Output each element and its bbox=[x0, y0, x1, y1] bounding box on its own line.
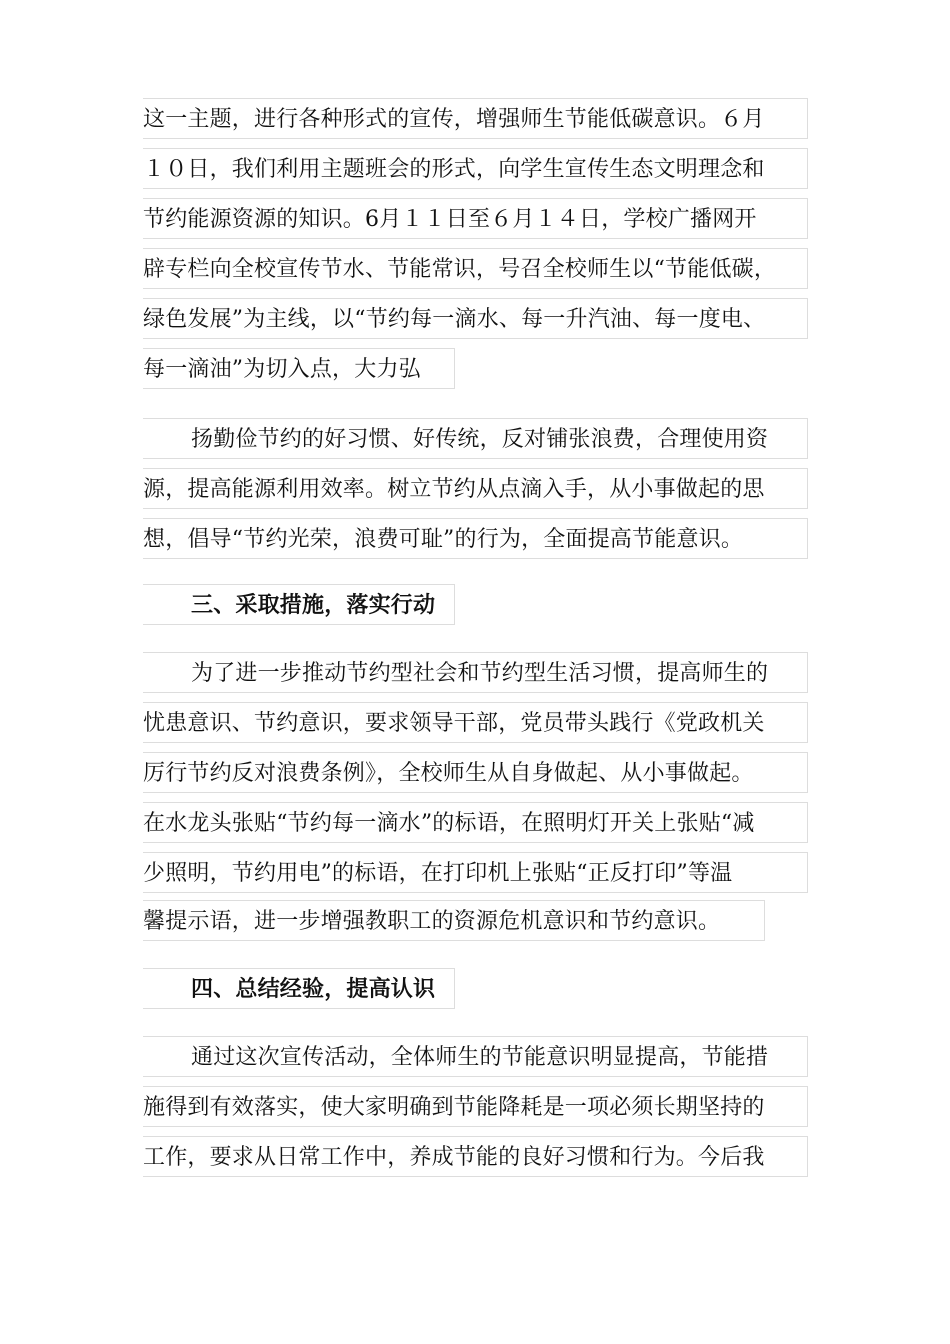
paragraph-first-line: 为了进一步推动节约型社会和节约型生活习惯，提高师生的 bbox=[143, 652, 808, 693]
text-line: 厉行节约反对浪费条例》，全校师生从自身做起、从小事做起。 bbox=[143, 752, 808, 793]
paragraph-first-line: 扬勤俭节约的好习惯、好传统，反对铺张浪费，合理使用资 bbox=[143, 418, 808, 459]
paragraph-first-line: 通过这次宣传活动，全体师生的节能意识明显提高，节能措 bbox=[143, 1036, 808, 1077]
text-line: 节约能源资源的知识。6月１１日至６月１４日，学校广播网开 bbox=[143, 198, 808, 239]
text-line: 每一滴油”为切入点，大力弘 bbox=[143, 348, 455, 389]
text-line: 馨提示语，进一步增强教职工的资源危机意识和节约意识。 bbox=[143, 900, 765, 941]
text-line: 施得到有效落实，使大家明确到节能降耗是一项必须长期坚持的 bbox=[143, 1086, 808, 1127]
text-line: 忧患意识、节约意识，要求领导干部，党员带头践行《党政机关 bbox=[143, 702, 808, 743]
text-line: 在水龙头张贴“节约每一滴水”的标语，在照明灯开关上张贴“减 bbox=[143, 802, 808, 843]
text-line: １０日，我们利用主题班会的形式，向学生宣传生态文明理念和 bbox=[143, 148, 808, 189]
text-line: 绿色发展”为主线，以“节约每一滴水、每一升汽油、每一度电、 bbox=[143, 298, 808, 339]
text-line: 想，倡导“节约光荣，浪费可耻”的行为，全面提高节能意识。 bbox=[143, 518, 808, 559]
text-line: 少照明，节约用电”的标语，在打印机上张贴“正反打印”等温 bbox=[143, 852, 808, 893]
text-line: 这一主题，进行各种形式的宣传，增强师生节能低碳意识。６月 bbox=[143, 98, 808, 139]
text-line: 辟专栏向全校宣传节水、节能常识，号召全校师生以“节能低碳， bbox=[143, 248, 808, 289]
text-line: 工作，要求从日常工作中，养成节能的良好习惯和行为。今后我 bbox=[143, 1136, 808, 1177]
text-line: 源，提高能源利用效率。树立节约从点滴入手，从小事做起的思 bbox=[143, 468, 808, 509]
section-heading: 三、采取措施，落实行动 bbox=[143, 584, 455, 625]
section-heading: 四、总结经验，提高认识 bbox=[143, 968, 455, 1009]
